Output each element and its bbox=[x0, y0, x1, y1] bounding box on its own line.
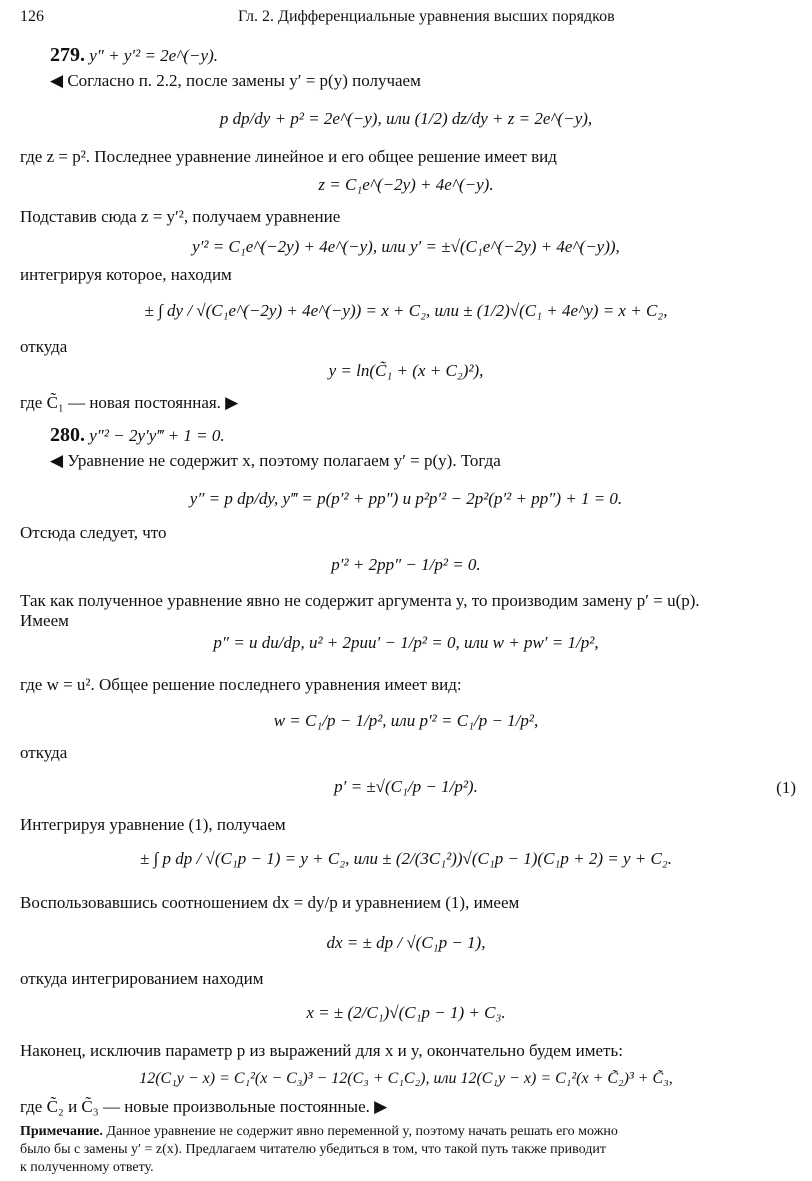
note-line-1-text: Данное уравнение не содержит явно переменной y, поэтому начать решать его можно bbox=[106, 1124, 618, 1139]
problem-280-text3: Так как полученное уравнение явно не содержит аргумента y, то производим замену p′ = u(p). bbox=[20, 591, 700, 610]
problem-280-text2: Отсюда следует, что bbox=[20, 523, 167, 542]
problem-280-text9: Наконец, исключив параметр p из выражений для x и y, окончательно будем иметь: bbox=[20, 1041, 623, 1060]
note-line-1 bbox=[20, 1124, 618, 1139]
problem-280-eq3: p″ = u du/dp, u² + 2puu′ − 1/p² = 0, или w + pw′ = 1/p², bbox=[213, 633, 599, 652]
page-number: 126 bbox=[20, 8, 44, 25]
problem-280-eq9: 12(C₁y − x) = C₁²(x − C₃)³ − 12(C₃ + C₁C₂), или 12(C₁y − x) = C₁²(x + C̃₂)³ + C̃₃, bbox=[139, 1070, 673, 1087]
problem-280-text4: где w = u². Общее решение последнего уравнения имеет вид: bbox=[20, 675, 462, 694]
problem-280-heading bbox=[50, 424, 225, 446]
problem-279-heading bbox=[50, 44, 218, 66]
running-title: Гл. 2. Дифференциальные уравнения высших порядков bbox=[238, 8, 615, 25]
problem-280-text8: откуда интегрированием находим bbox=[20, 969, 264, 988]
problem-280-equation: y″² − 2y′y‴ + 1 = 0. bbox=[89, 426, 225, 445]
problem-280-eq1: y″ = p dp/dy, y‴ = p(p′² + pp″) и p²p′² − 2p²(p′² + pp″) + 1 = 0. bbox=[189, 489, 623, 508]
problem-280-text10: где C̃₂ и C̃₃ — новые произвольные постоянные. ▶ bbox=[20, 1097, 388, 1116]
problem-279-eq5: y = ln(C̃₁ + (x + C₂)²), bbox=[328, 361, 484, 380]
problem-279-eq2: z = C₁e^(−2y) + 4e^(−y). bbox=[318, 175, 494, 194]
problem-280-eq5: p′ = ±√(C₁/p − 1/p²). bbox=[334, 777, 478, 796]
problem-279-text3: Подставив сюда z = y′², получаем уравнение bbox=[20, 207, 341, 226]
problem-279-text6: где C̃₁ — новая постоянная. ▶ bbox=[20, 393, 239, 412]
problem-280-eq8: x = ± (2/C₁)√(C₁p − 1) + C₃. bbox=[306, 1003, 506, 1022]
problem-280-text6: Интегрируя уравнение (1), получаем bbox=[20, 815, 286, 834]
problem-280-text7: Воспользовавшись соотношением dx = dy/p и уравнением (1), имеем bbox=[20, 893, 520, 912]
problem-280-text5: откуда bbox=[20, 743, 68, 762]
problem-280-number: 280. bbox=[50, 424, 85, 446]
note-label: Примечание. bbox=[20, 1124, 103, 1139]
equation-number-1: (1) bbox=[776, 778, 796, 797]
problem-279-number: 279. bbox=[50, 44, 85, 66]
problem-280-eq6: ± ∫ p dp / √(C₁p − 1) = y + C₂, или ± (2/(3C₁²))√(C₁p − 1)(C₁p + 2) = y + C₂. bbox=[140, 849, 672, 868]
problem-279-eq1: p dp/dy + p² = 2e^(−y), или (1/2) dz/dy + z = 2e^(−y), bbox=[219, 109, 593, 128]
note-line-3: к полученному ответу. bbox=[20, 1160, 154, 1175]
problem-279-equation: y″ + y′² = 2e^(−y). bbox=[89, 46, 218, 65]
problem-280-intro: ◀ Уравнение не содержит x, поэтому полагаем y′ = p(y). Тогда bbox=[50, 451, 501, 470]
problem-279-eq4: ± ∫ dy / √(C₁e^(−2y) + 4e^(−y)) = x + C₂, или ± (1/2)√(C₁ + 4e^y) = x + C₂, bbox=[144, 301, 668, 320]
problem-279-text5: откуда bbox=[20, 337, 68, 356]
problem-280-text3b: Имеем bbox=[20, 611, 69, 630]
problem-280-eq7: dx = ± dp / √(C₁p − 1), bbox=[326, 933, 486, 952]
problem-279-eq3: y′² = C₁e^(−2y) + 4e^(−y), или y′ = ±√(C₁e^(−2y) + 4e^(−y)), bbox=[192, 237, 620, 256]
problem-280-eq4: w = C₁/p − 1/p², или p′² = C₁/p − 1/p², bbox=[273, 711, 539, 730]
problem-280-eq2: p′² + 2pp″ − 1/p² = 0. bbox=[331, 555, 481, 574]
problem-279-text2: где z = p². Последнее уравнение линейное и его общее решение имеет вид bbox=[20, 147, 557, 166]
problem-279-text4: интегрируя которое, находим bbox=[20, 265, 232, 284]
note-line-2: было бы с замены y′ = z(x). Предлагаем читателю убедиться в том, что такой путь также приводит bbox=[20, 1142, 606, 1157]
problem-279-intro: ◀ Согласно п. 2.2, после замены y′ = p(y) получаем bbox=[50, 71, 421, 90]
